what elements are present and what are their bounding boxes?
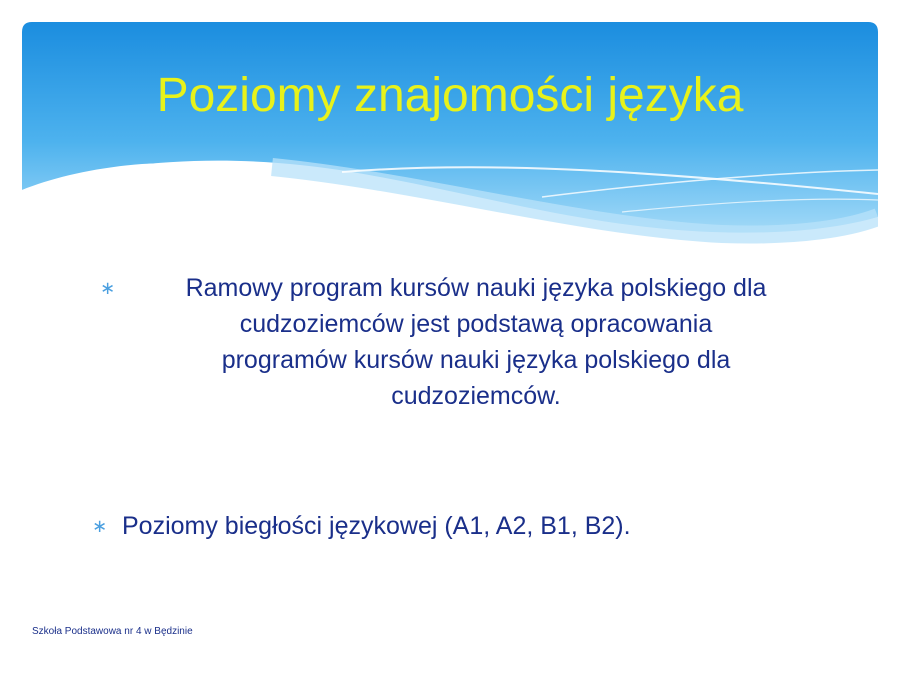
bullet-item-levels [92,508,812,544]
bullet-text: Poziomy biegłości językowej (A1, A2, B1, B2). [122,512,631,540]
bullet-text-line: cudzoziemców jest podstawą opracowania [239,310,713,338]
bullet-text-line: Ramowy program kursów nauki języka polskiego dla [185,274,767,302]
slide-title: Poziomy znajomości języka [156,69,744,122]
banner-wave-graphic [22,22,878,252]
footer-school-name: Szkoła Podstawowa nr 4 w Będzinie [32,626,193,637]
bullet-text-line: cudzoziemców. [391,382,561,410]
bullet-item-program [100,270,820,414]
bullet-marker-icon: ∗ [92,516,108,536]
bullet-marker-icon: ∗ [100,278,116,298]
header-banner [22,22,878,252]
bullet-text-line: programów kursów nauki języka polskiego dla [221,346,731,374]
